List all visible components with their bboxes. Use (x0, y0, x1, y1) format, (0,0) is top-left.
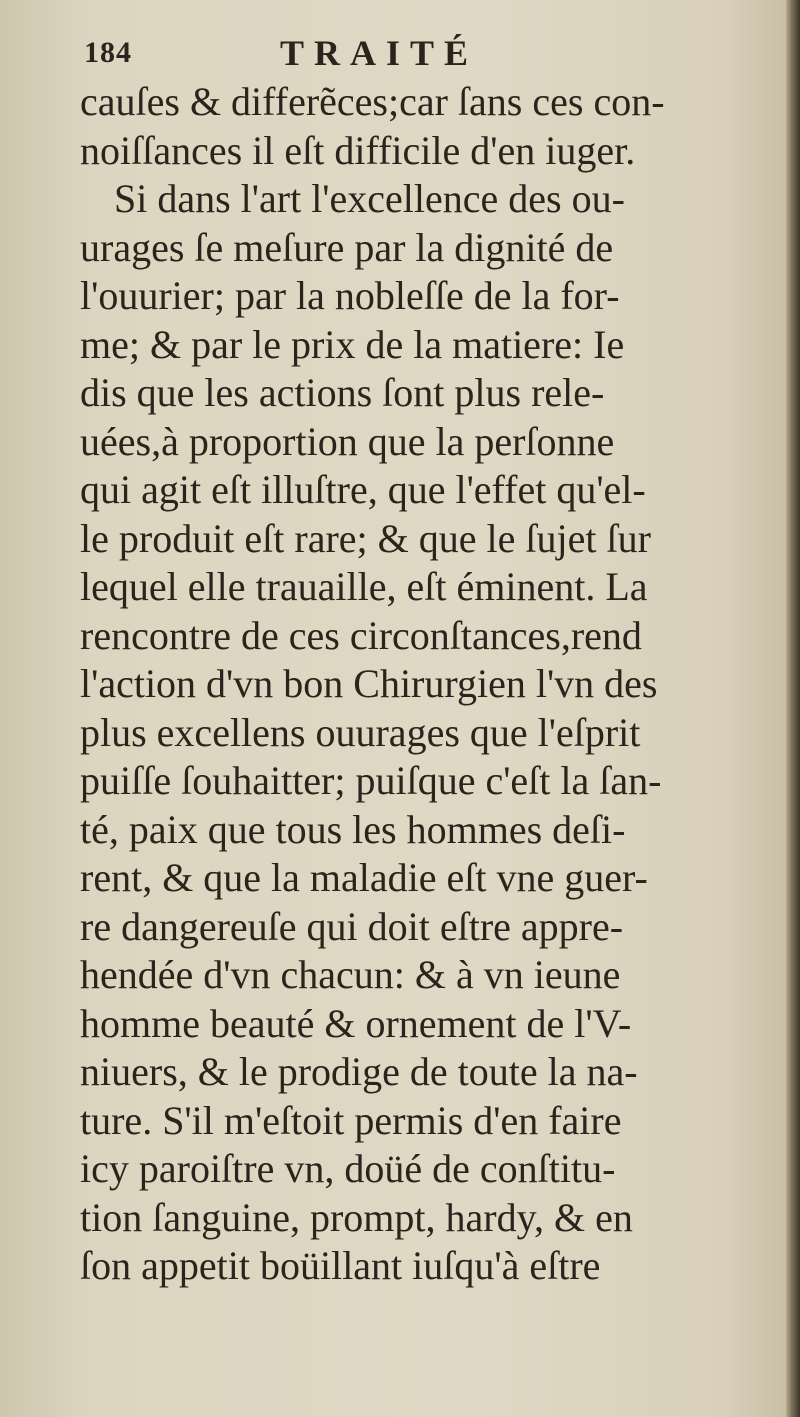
text-line: le produit eſt rare; & que le ſujet ſur (80, 515, 651, 561)
text-line: l'action d'vn bon Chirurgien l'vn des (80, 661, 658, 706)
text-line: cauſes & differẽces;car ſans ces con- (80, 79, 665, 124)
text-line: l'ouurier; par la nobleſſe de la for- (80, 273, 620, 318)
page-header (84, 28, 724, 78)
text-line: Si dans l'art l'excellence des ou- (114, 176, 625, 221)
text-line: me; & par le prix de la matiere: Ie (80, 321, 625, 367)
running-head: TRAITÉ (280, 33, 479, 73)
page-number: 184 (84, 36, 132, 69)
body-text (80, 78, 770, 1291)
page-edge-shadow (786, 0, 800, 1417)
text-line: rencontre de ces circonſtances,rend (80, 612, 642, 658)
text-line: urages ſe meſure par la dignité de (80, 224, 614, 270)
text-line: re dangereuſe qui doit eſtre appre- (80, 903, 624, 949)
text-line: puiſſe ſouhaitter; puiſque c'eſt la ſan- (80, 758, 662, 803)
text-line: té, paix que tous les hommes deſi- (80, 806, 626, 852)
text-line: qui agit eſt illuſtre, que l'effet qu'el- (80, 467, 646, 512)
text-line: plus excellens ouurages que l'eſprit (80, 709, 641, 755)
text-line: rent, & que la maladie eſt vne guer- (80, 855, 648, 900)
text-line: icy paroiſtre vn, doüé de conſtitu- (80, 1146, 616, 1191)
text-line: niuers, & le prodige de toute la na- (80, 1049, 638, 1094)
text-line: dis que les actions ſont plus rele- (80, 370, 605, 415)
text-line: lequel elle trauaille, eſt éminent. La (80, 564, 648, 609)
text-line: noiſſances il eſt difficile d'en iuger. (80, 127, 636, 173)
text-line: uées,à proportion que la perſonne (80, 418, 615, 464)
text-line: tion ſanguine, prompt, hardy, & en (80, 1194, 633, 1240)
text-line: hendée d'vn chacun: & à vn ieune (80, 952, 621, 997)
text-line: ſon appetit boüillant iuſqu'à eſtre (80, 1243, 601, 1288)
text-line: homme beauté & ornement de l'V- (80, 1000, 632, 1046)
text-line: ture. S'il m'eſtoit permis d'en faire (80, 1097, 622, 1143)
